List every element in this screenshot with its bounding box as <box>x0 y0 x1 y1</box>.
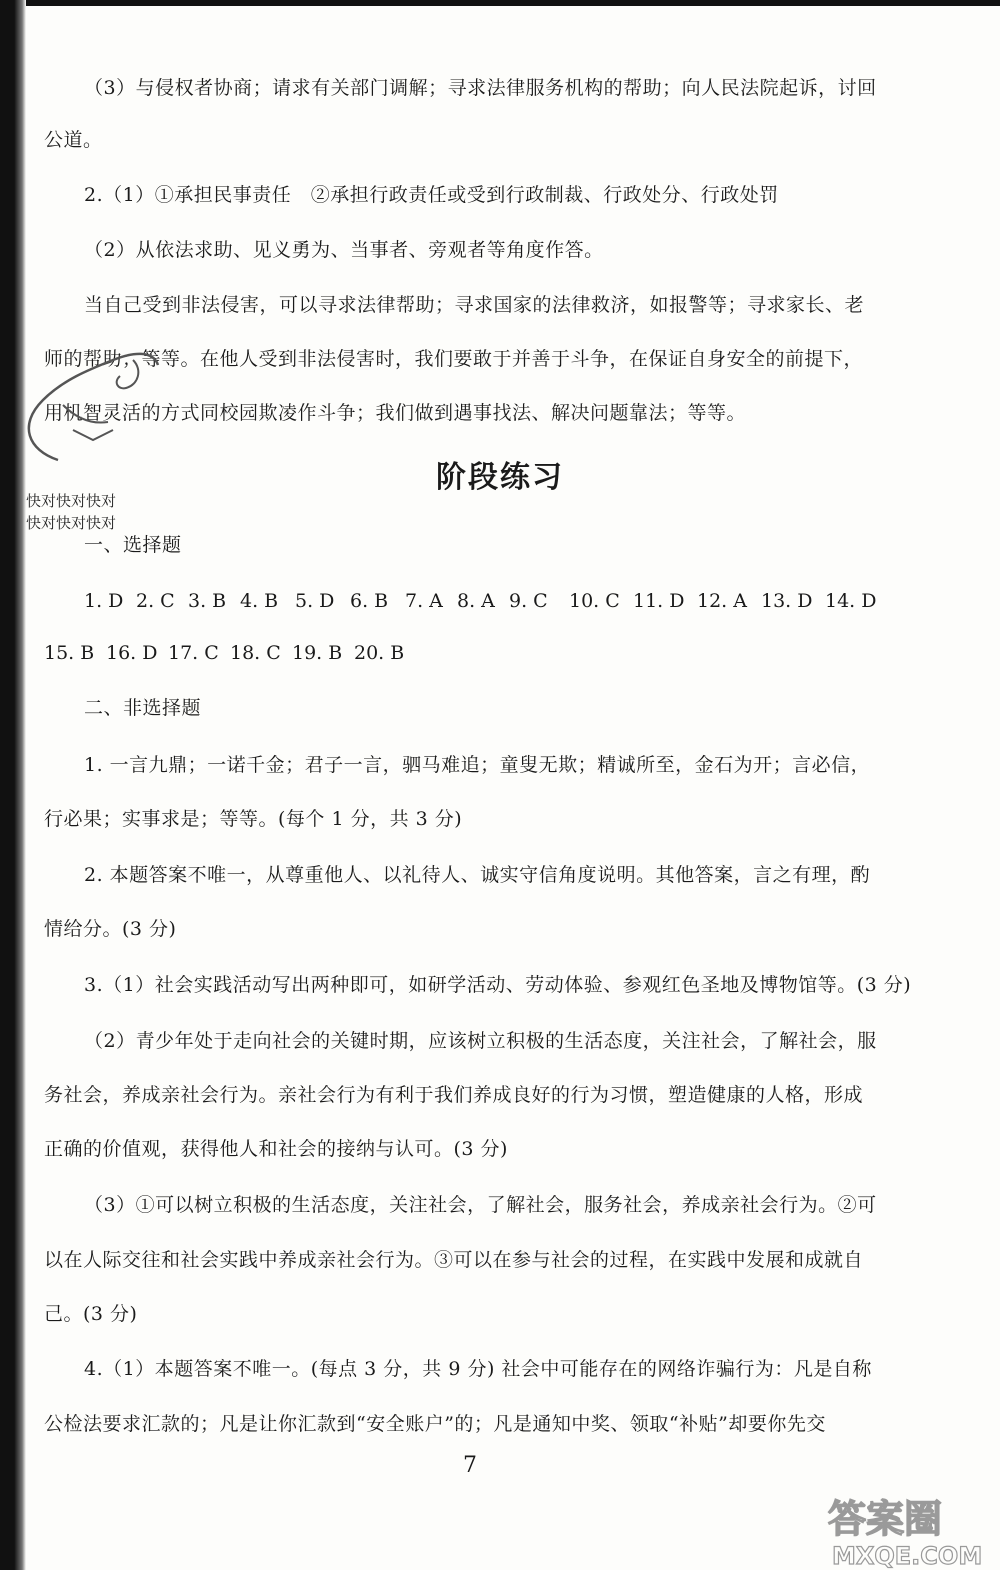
text-line: 务社会，养成亲社会行为。亲社会行为有利于我们养成良好的行为习惯，塑造健康的人格，形成 <box>44 1084 864 1106</box>
scan-left-edge <box>0 0 26 1570</box>
answer-item: 19. B <box>292 642 343 664</box>
text-line: （2）从依法求助、见义勇为、当事者、旁观者等角度作答。 <box>84 239 604 261</box>
text-line: 正确的价值观，获得他人和社会的接纳与认可。(3 分) <box>44 1138 508 1160</box>
answer-item: 7. A <box>405 590 443 612</box>
text-line: 2.（1）①承担民事责任 ②承担行政责任或受到行政制裁、行政处分、行政处罚 <box>84 184 779 206</box>
site-logo <box>820 1488 1000 1570</box>
text-line: 行必果；实事求是；等等。(每个 1 分，共 3 分) <box>44 808 463 830</box>
answer-item: 6. B <box>350 590 389 612</box>
answer-item: 2. C <box>136 590 175 612</box>
answer-item: 16. D <box>106 642 158 664</box>
answer-item: 10. C <box>569 590 620 612</box>
text-line: 当自己受到非法侵害，可以寻求法律帮助；寻求国家的法律救济，如报警等；寻求家长、老 <box>84 294 865 316</box>
text-line: 情给分。(3 分) <box>44 918 177 940</box>
answer-item: 4. B <box>240 590 279 612</box>
answer-item: 18. C <box>230 642 281 664</box>
answer-item: 3. B <box>188 590 227 612</box>
logo-text: 答案圈 <box>828 1497 943 1541</box>
answer-item: 15. B <box>44 642 95 664</box>
choice-answers-row <box>44 640 416 666</box>
answer-item: 17. C <box>168 642 219 664</box>
text-line: （3）①可以树立积极的生活态度，关注社会，了解社会，服务社会，养成亲社会行为。②可 <box>84 1194 877 1216</box>
text-line: （2）青少年处于走向社会的关键时期，应该树立积极的生活态度，关注社会，了解社会，服 <box>84 1030 877 1052</box>
choice-heading: 一、选择题 <box>84 534 182 556</box>
text-line: 2. 本题答案不唯一，从尊重他人、以礼待人、诚实守信角度说明。其他答案，言之有理，酌 <box>84 864 871 886</box>
watermark-line: 快对快对快对 <box>26 514 117 532</box>
text-line: 1. 一言九鼎；一诺千金；君子一言，驷马难追；童叟无欺；精诚所至，金石为开；言必信， <box>84 754 871 776</box>
scan-top-edge <box>0 0 1000 6</box>
choice-answers-row <box>84 588 885 614</box>
answer-item: 14. D <box>825 590 877 612</box>
answer-item: 9. C <box>509 590 548 612</box>
text-line: 己。(3 分) <box>44 1303 138 1325</box>
answer-item: 13. D <box>761 590 813 612</box>
text-line: 3.（1）社会实践活动写出两种即可，如研学活动、劳动体验、参观红色圣地及博物馆等。(3 分) <box>84 974 912 996</box>
text-line: 以在人际交往和社会实践中养成亲社会行为。③可以在参与社会的过程，在实践中发展和成就自 <box>44 1249 864 1271</box>
answer-item: 11. D <box>633 590 685 612</box>
watermark <box>26 490 116 534</box>
text-line: 4.（1）本题答案不唯一。(每点 3 分，共 9 分) 社会中可能存在的网络诈骗行为：凡是自称 <box>84 1358 872 1380</box>
logo-url-text: MXQE.COM <box>832 1542 983 1570</box>
answer-item: 20. B <box>354 642 405 664</box>
answer-item: 8. A <box>457 590 495 612</box>
page-number: 7 <box>463 1453 477 1478</box>
answer-item: 1. D <box>84 590 124 612</box>
watermark-line: 快对快对快对 <box>26 492 117 510</box>
text-line: 师的帮助；等等。在他人受到非法侵害时，我们要敢于并善于斗争，在保证自身安全的前提下， <box>44 348 864 370</box>
text-line: 公检法要求汇款的；凡是让你汇款到“安全账户”的；凡是通知中奖、领取“补贴”却要你先交 <box>44 1413 826 1435</box>
text-line: （3）与侵权者协商；请求有关部门调解；寻求法律服务机构的帮助；向人民法院起诉，讨回 <box>84 77 877 99</box>
text-line: 用机智灵活的方式同校园欺凌作斗争；我们做到遇事找法、解决问题靠法；等等。 <box>44 402 747 424</box>
section-title: 阶段练习 <box>436 460 564 495</box>
answer-item: 5. D <box>295 590 335 612</box>
answer-item: 12. A <box>697 590 747 612</box>
nonchoice-heading: 二、非选择题 <box>84 697 202 719</box>
text-line: 公道。 <box>44 129 103 151</box>
